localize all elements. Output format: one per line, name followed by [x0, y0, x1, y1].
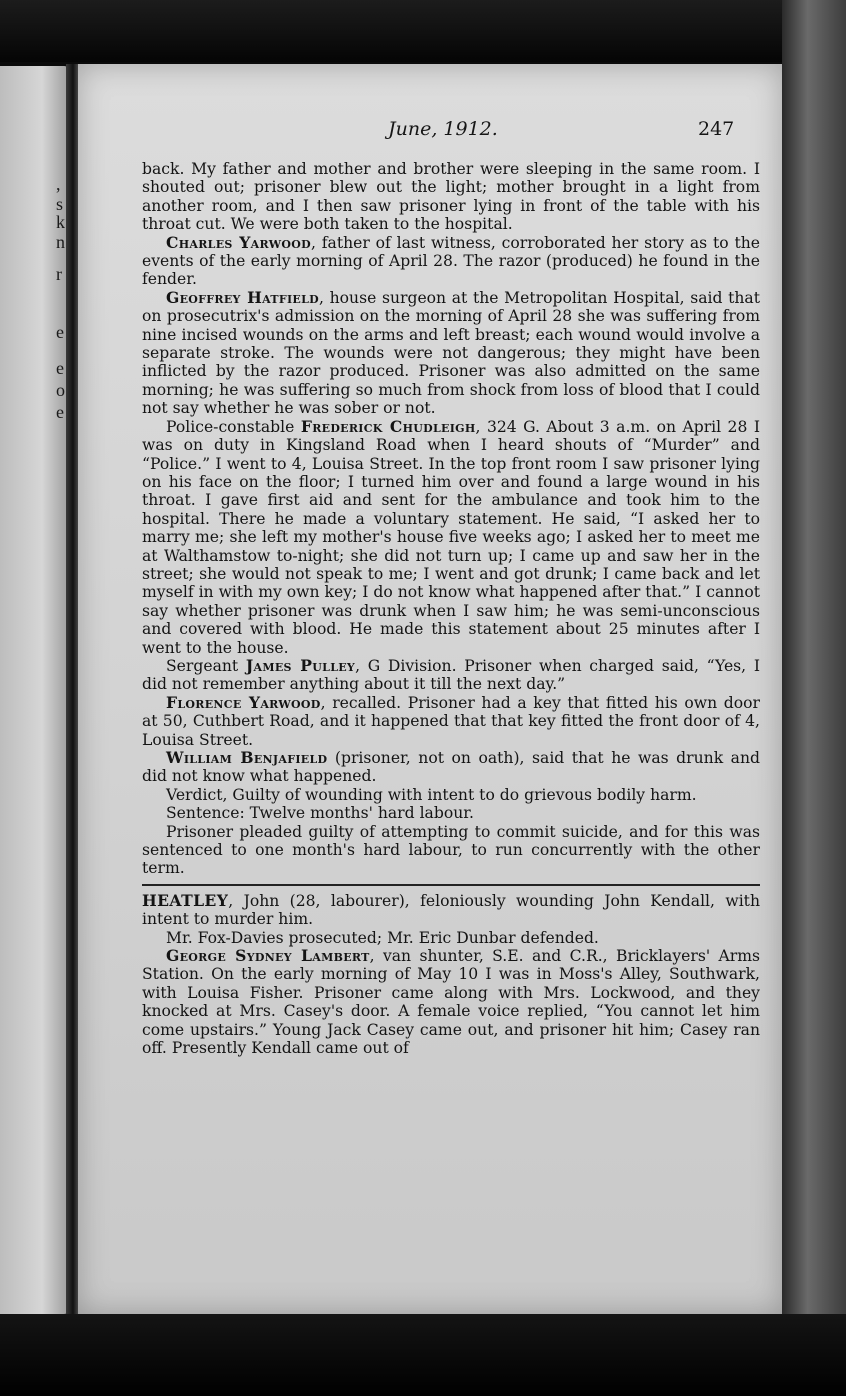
paragraph	[142, 418, 760, 657]
paragraph	[142, 823, 760, 878]
case-text	[142, 929, 760, 1058]
witness-name: George Sydney Lambert	[166, 946, 370, 966]
paragraph-text: , van shunter, S.E. and C.R., Bricklayers' Arms Station. On the early morning of May 10 I was in Moss's Alley, Southwark, with Louisa Fisher. Prisoner came along with Mrs. Lockwood, and they knocked at Mrs. Casey's door. A female voice replied, “You cannot let him come upstairs.” Young Jack Casey came out, and prisoner hit him; Casey ran off. Presently Kendall came out of	[142, 947, 761, 1058]
facing-page-fragment: o	[56, 380, 65, 400]
witness-name: James Pulley	[245, 655, 356, 675]
witness-name: Geoffrey Hatfield	[166, 287, 319, 307]
paragraph	[142, 749, 760, 786]
paragraph	[142, 160, 760, 234]
witness-name: Florence Yarwood	[166, 692, 321, 712]
case-headline	[142, 892, 760, 929]
charge-text: , John (28, labourer), feloniously wounding John Kendall, with intent to murder him.	[142, 891, 760, 929]
defendant-name: HEATLEY	[142, 890, 229, 910]
paragraph-text: (prisoner, not on oath), said that he was drunk and did not know what happened.	[142, 749, 760, 786]
facing-page-fragment: r	[56, 264, 62, 284]
paragraph-text: , G Division. Prisoner when charged said, “Yes, I did not remember anything about it till the next day.”	[142, 656, 760, 694]
paragraph	[142, 786, 760, 804]
running-head: June, 1912.	[388, 118, 498, 140]
facing-page-fragment: s	[56, 194, 64, 214]
book-page	[78, 64, 782, 1314]
witness-name: William Benjafield	[166, 748, 328, 767]
paragraph	[142, 929, 760, 947]
case-text	[142, 160, 760, 878]
paragraph	[142, 804, 760, 822]
paragraph-text: back. My father and mother and brother were sleeping in the same room. I shouted out; prisoner blew out the light; mother brought in a light from another room, and I then saw prisoner lying in front of the table with his throat cut. We were both taken to the hospital.	[142, 160, 760, 234]
paragraph	[142, 289, 760, 418]
facing-page-fragment: k	[56, 212, 65, 232]
page-header	[78, 118, 782, 146]
paragraph	[142, 947, 760, 1057]
paragraph-text: Mr. Fox-Davies prosecuted; Mr. Eric Dunbar defended.	[166, 928, 599, 947]
facing-page-fragment: n	[56, 232, 65, 252]
paragraph	[142, 694, 760, 749]
paragraph-text: Police-constable	[166, 417, 301, 436]
scan-bottom-border	[0, 1314, 846, 1396]
paragraph	[142, 234, 760, 289]
facing-page-fragment: e	[56, 402, 64, 422]
facing-page-fragment: e	[56, 358, 64, 378]
page-number: 247	[698, 118, 735, 140]
page-body	[142, 160, 760, 1058]
paragraph-text: , recalled. Prisoner had a key that fitted his own door at 50, Cuthbert Road, and it happened that that key fitted the front door of 4, Louisa Street.	[142, 693, 760, 749]
facing-page-edge	[0, 66, 70, 1314]
witness-name: Charles Yarwood	[166, 232, 311, 252]
paragraph-text: Prisoner pleaded guilty of attempting to commit suicide, and for this was sentenced to one month's hard labour, to run concurrently with the other term.	[142, 822, 760, 878]
paragraph-text: , 324 G. About 3 a.m. on April 28 I was on duty in Kingsland Road when I heard shouts of “Murder” and “Police.” I went to 4, Louisa Street. In the top front room I saw prisoner lying on his face on the floor; I turned him over and found a large wound in his throat. I gave first aid and sent for the ambulance and took him to the hospital. There he made a voluntary statement. He said, “I asked her to marry me; she left my mother's house five weeks ago; I asked her to meet me at Walthamstow to-night; she did not turn up; I came up and saw her in the street; she would not speak to me; I went and got drunk; I came back and let myself in with my own key; I do not know what happened after that.” I cannot say whether prisoner was drunk when I saw him; he was semi-unconscious and covered with blood. He made this statement about 25 minutes after I went to the house.	[142, 417, 760, 657]
paragraph-text: Sentence: Twelve months' hard labour.	[166, 804, 474, 823]
paragraph-text: Verdict, Guilty of wounding with intent to do grievous bodily harm.	[166, 785, 697, 804]
scan-right-border	[782, 0, 846, 1396]
witness-name: Frederick Chudleigh	[300, 416, 476, 436]
paragraph-text: Sergeant	[166, 656, 246, 675]
facing-page-fragment: ,	[56, 174, 61, 194]
facing-page-fragment: e	[56, 322, 64, 342]
section-rule	[142, 884, 760, 886]
scan-top-border	[0, 0, 846, 62]
paragraph	[142, 657, 760, 694]
paragraph-text: , father of last witness, corroborated her story as to the events of the early morning of April 28. The razor (produced) he found in the fender.	[142, 233, 760, 289]
paragraph-text: , house surgeon at the Metropolitan Hospital, said that on prosecutrix's admission on the morning of April 28 she was suffering from nine incised wounds on the arms and left breast; each wound would involve a separate stroke. The wounds were not dangerous; they might have been inflicted by the razor produced. Prisoner was also admitted on the same morning; he was suffering so much from shock from loss of blood that I could not say whether he was sober or not.	[142, 288, 760, 418]
